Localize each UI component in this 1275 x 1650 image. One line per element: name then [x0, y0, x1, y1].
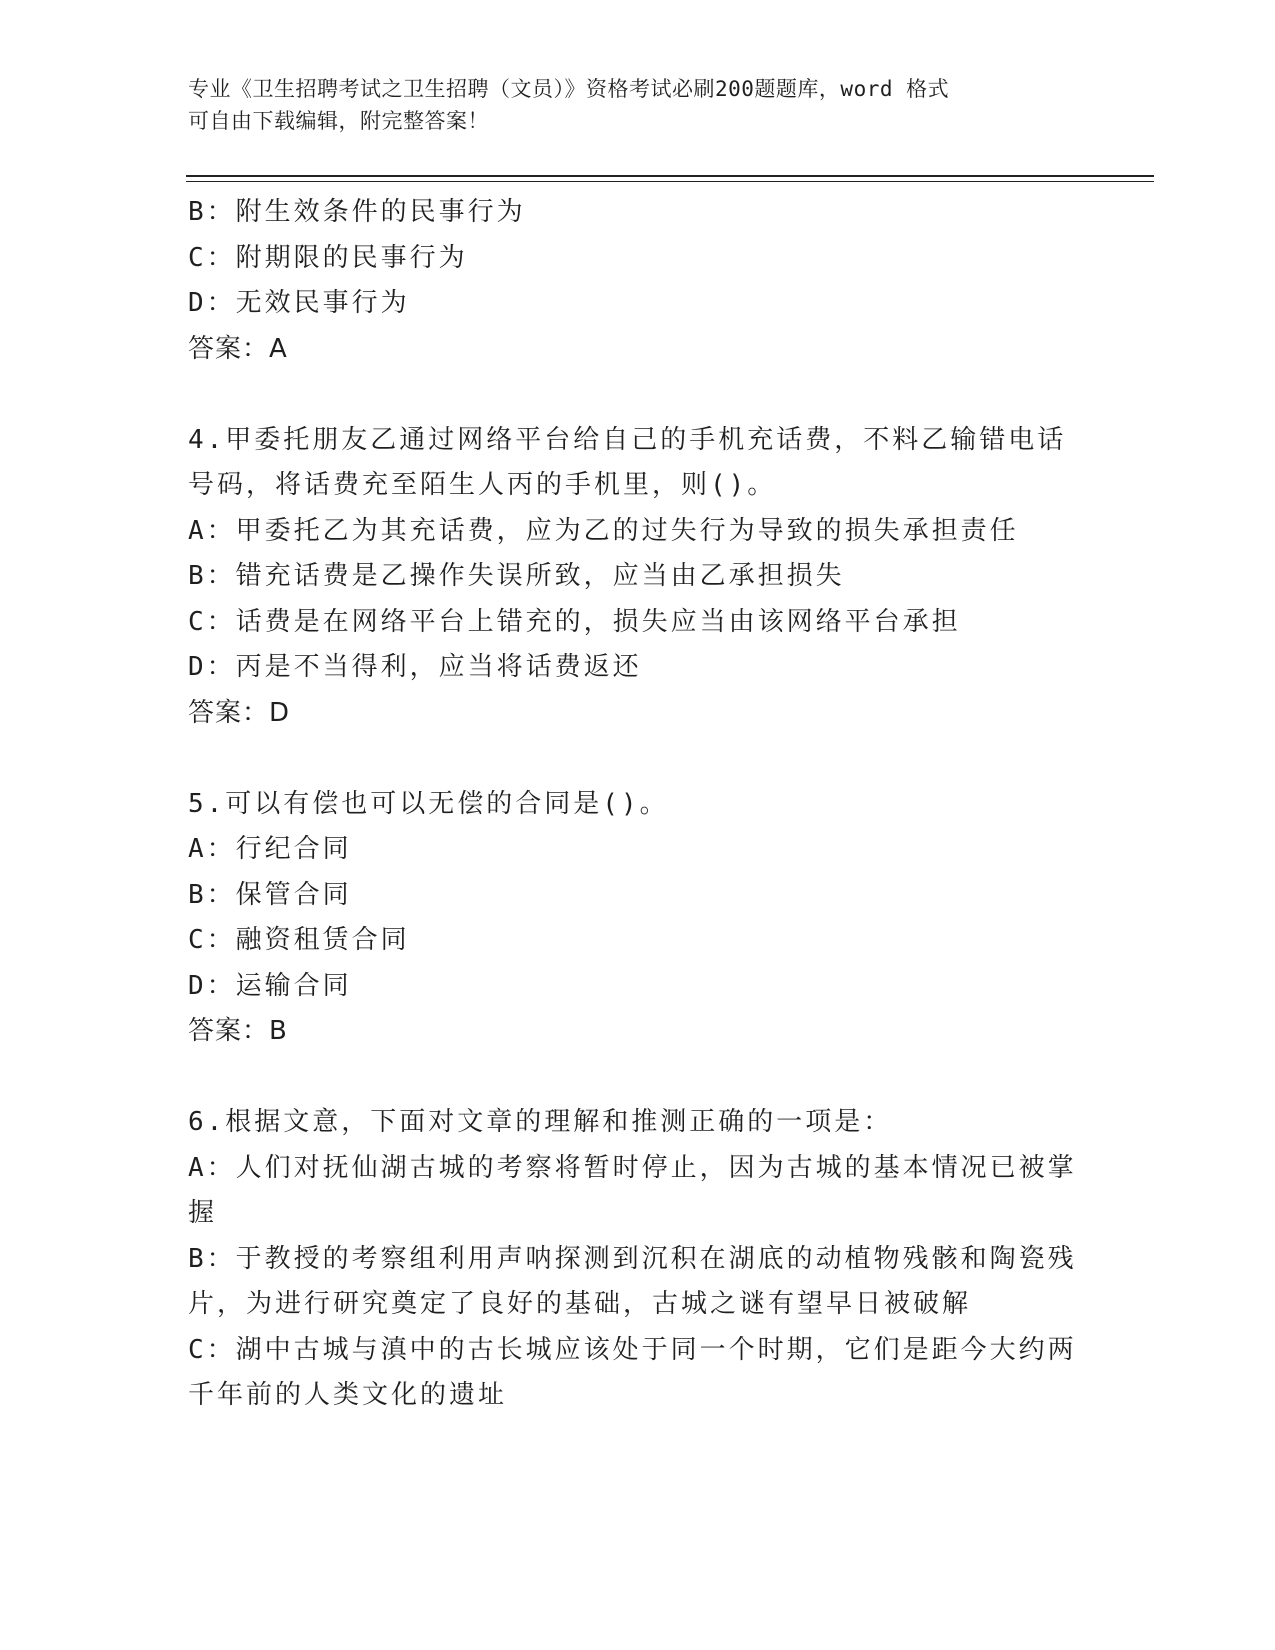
- answer-line: 答案：A: [188, 333, 288, 364]
- answer-line: 答案：B: [188, 1016, 288, 1046]
- answer-line: 答案：D: [188, 697, 291, 728]
- option-a-cont: 握: [188, 1198, 218, 1228]
- document-header: [188, 73, 1068, 137]
- option-a: A：人们对抚仙湖古城的考察将暂时停止，因为古城的基本情况已被掌: [188, 1152, 1077, 1183]
- header-rule-thick: [186, 175, 1154, 177]
- header-line-2: 可自由下载编辑，附完整答案！: [188, 109, 489, 133]
- question-content: [188, 190, 1088, 1419]
- option-b: B：保管合同: [188, 879, 352, 910]
- option-c-cont: 千年前的人类文化的遗址: [188, 1380, 508, 1410]
- option-d: D：无效民事行为: [188, 288, 410, 318]
- option-c: C：附期限的民事行为: [188, 242, 468, 273]
- option-c: C：湖中古城与滇中的古长城应该处于同一个时期，它们是距今大约两: [188, 1334, 1077, 1365]
- option-b: B：错充话费是乙操作失误所致，应当由乙承担损失: [188, 561, 845, 591]
- question-stem: 5.可以有偿也可以无偿的合同是()。: [188, 788, 669, 819]
- option-a: A：行纪合同: [188, 834, 352, 864]
- header-rule-thin: [186, 181, 1154, 182]
- option-c: C：话费是在网络平台上错充的，损失应当由该网络平台承担: [188, 606, 961, 637]
- option-a: A：甲委托乙为其充话费，应为乙的过失行为导致的损失承担责任: [188, 515, 1019, 546]
- option-b-cont: 片，为进行研究奠定了良好的基础，古城之谜有望早日被破解: [188, 1289, 972, 1319]
- header-line-1: 专业《卫生招聘考试之卫生招聘（文员）》资格考试必刷200题题库，word 格式: [188, 77, 950, 101]
- spacer: [188, 1055, 1088, 1101]
- option-c: C：融资租赁合同: [188, 925, 410, 955]
- question-stem: 4.甲委托朋友乙通过网络平台给自己的手机充话费，不料乙输错电话: [188, 424, 1067, 455]
- option-b: B：于教授的考察组利用声呐探测到沉积在湖底的动植物残骸和陶瓷残: [188, 1243, 1077, 1274]
- option-d: D：丙是不当得利，应当将话费返还: [188, 652, 642, 682]
- question-stem: 6.根据文意，下面对文章的理解和推测正确的一项是：: [188, 1107, 893, 1137]
- spacer: [188, 736, 1088, 782]
- spacer: [188, 372, 1088, 418]
- option-b: B：附生效条件的民事行为: [188, 197, 526, 227]
- question-stem-cont: 号码，将话费充至陌生人丙的手机里，则()。: [188, 470, 777, 500]
- option-d: D：运输合同: [188, 970, 352, 1001]
